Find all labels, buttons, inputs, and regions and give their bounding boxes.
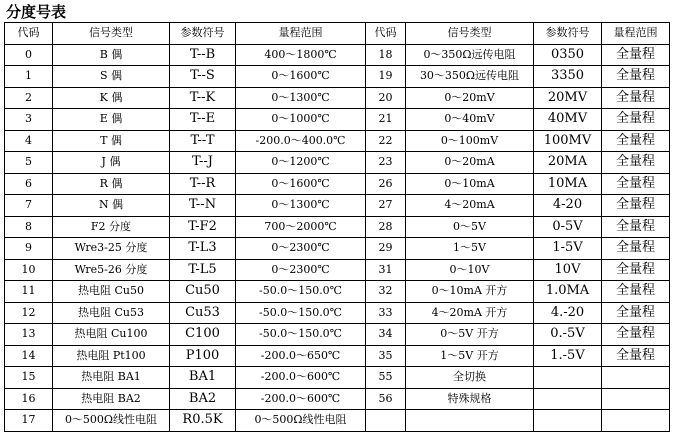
code-cell: 16 [5, 388, 53, 410]
page-title: 分度号表 [6, 3, 67, 21]
signal-type-cell: 热电阻 BA2 [53, 388, 170, 410]
param-symbol-cell: 20MV [534, 87, 602, 109]
signal-type-cell: 0～10mA 开方 [406, 281, 534, 303]
range-cell: 全量程 [602, 345, 670, 367]
param-symbol-cell: C100 [170, 324, 236, 346]
param-symbol-cell: 0350 [534, 44, 602, 66]
range-cell: 全量程 [602, 259, 670, 281]
range-cell: 全量程 [602, 195, 670, 217]
code-cell: 12 [5, 302, 53, 324]
range-cell: 全量程 [602, 152, 670, 174]
param-symbol-cell: T--T [170, 130, 236, 152]
param-symbol-cell: 3350 [534, 66, 602, 88]
table-row [5, 109, 670, 131]
param-symbol-cell: T--R [170, 173, 236, 195]
code-cell: 27 [366, 195, 406, 217]
signal-type-cell: 热电阻 Pt100 [53, 345, 170, 367]
param-symbol-cell: 4-20 [534, 195, 602, 217]
code-cell: 21 [366, 109, 406, 131]
range-cell: 0～2300℃ [236, 238, 366, 260]
signal-type-cell: 0～500Ω线性电阻 [53, 410, 170, 432]
signal-type-cell: T 偶 [53, 130, 170, 152]
table-row [5, 302, 670, 324]
signal-type-cell: B 偶 [53, 44, 170, 66]
param-symbol-cell: 1.-5V [534, 345, 602, 367]
signal-type-cell: 0～100mV [406, 130, 534, 152]
signal-type-cell: S 偶 [53, 66, 170, 88]
range-cell: -50.0～150.0℃ [236, 324, 366, 346]
range-cell [602, 388, 670, 410]
range-cell: 全量程 [602, 66, 670, 88]
range-cell [602, 367, 670, 389]
code-cell: 23 [366, 152, 406, 174]
range-cell: -200.0～400.0℃ [236, 130, 366, 152]
code-cell: 1 [5, 66, 53, 88]
code-cell: 20 [366, 87, 406, 109]
signal-type-cell: N 偶 [53, 195, 170, 217]
param-symbol-cell: 20MA [534, 152, 602, 174]
code-cell: 5 [5, 152, 53, 174]
header-param-symbol: 参数符号 [534, 23, 602, 45]
signal-type-cell: 0～10mA [406, 173, 534, 195]
range-cell: 全量程 [602, 87, 670, 109]
param-symbol-cell: T--B [170, 44, 236, 66]
range-cell: 全量程 [602, 281, 670, 303]
signal-type-cell: 0～10V [406, 259, 534, 281]
param-symbol-cell: T--S [170, 66, 236, 88]
code-cell: 11 [5, 281, 53, 303]
param-symbol-cell: BA1 [170, 367, 236, 389]
range-cell: 全量程 [602, 109, 670, 131]
param-symbol-cell: T--K [170, 87, 236, 109]
table-row [5, 345, 670, 367]
signal-type-cell: 1～5V 开方 [406, 345, 534, 367]
param-symbol-cell [534, 367, 602, 389]
code-cell: 55 [366, 367, 406, 389]
range-cell: -50.0～150.0℃ [236, 281, 366, 303]
header-signal-type: 信号类型 [53, 23, 170, 45]
param-symbol-cell: 4.-20 [534, 302, 602, 324]
table-row [5, 87, 670, 109]
table-row [5, 44, 670, 66]
signal-type-cell: K 偶 [53, 87, 170, 109]
code-cell: 10 [5, 259, 53, 281]
param-symbol-cell: T--N [170, 195, 236, 217]
code-cell: 3 [5, 109, 53, 131]
signal-type-cell: 0～20mV [406, 87, 534, 109]
table-row [5, 367, 670, 389]
code-cell: 56 [366, 388, 406, 410]
param-symbol-cell: P100 [170, 345, 236, 367]
range-cell: 0～1000℃ [236, 109, 366, 131]
graduation-table [4, 22, 670, 432]
code-cell: 35 [366, 345, 406, 367]
range-cell: 全量程 [602, 130, 670, 152]
code-cell: 4 [5, 130, 53, 152]
table-header-row [5, 23, 670, 45]
table-row [5, 195, 670, 217]
param-symbol-cell: Cu50 [170, 281, 236, 303]
code-cell [366, 410, 406, 432]
param-symbol-cell [534, 388, 602, 410]
range-cell: 全量程 [602, 173, 670, 195]
signal-type-cell: 全切换 [406, 367, 534, 389]
range-cell: 全量程 [602, 324, 670, 346]
table-row [5, 130, 670, 152]
param-symbol-cell: 1-5V [534, 238, 602, 260]
param-symbol-cell: T--J [170, 152, 236, 174]
code-cell: 19 [366, 66, 406, 88]
header-code: 代码 [5, 23, 53, 45]
range-cell: 0～1200℃ [236, 152, 366, 174]
signal-type-cell: J 偶 [53, 152, 170, 174]
param-symbol-cell: 1.0MA [534, 281, 602, 303]
code-cell: 0 [5, 44, 53, 66]
range-cell: 0～2300℃ [236, 259, 366, 281]
table-body [5, 44, 670, 431]
param-symbol-cell [534, 410, 602, 432]
code-cell: 28 [366, 216, 406, 238]
range-cell: 全量程 [602, 302, 670, 324]
signal-type-cell: 0～20mA [406, 152, 534, 174]
code-cell: 7 [5, 195, 53, 217]
code-cell: 34 [366, 324, 406, 346]
range-cell: 700～2000℃ [236, 216, 366, 238]
code-cell: 31 [366, 259, 406, 281]
param-symbol-cell: 100MV [534, 130, 602, 152]
table-row [5, 66, 670, 88]
param-symbol-cell: 0-5V [534, 216, 602, 238]
code-cell: 32 [366, 281, 406, 303]
param-symbol-cell: R0.5K [170, 410, 236, 432]
signal-type-cell: 热电阻 Cu50 [53, 281, 170, 303]
header-code: 代码 [366, 23, 406, 45]
code-cell: 13 [5, 324, 53, 346]
header-param-symbol: 参数符号 [170, 23, 236, 45]
signal-type-cell: 4～20mA 开方 [406, 302, 534, 324]
param-symbol-cell: 40MV [534, 109, 602, 131]
table-row [5, 410, 670, 432]
param-symbol-cell: T-F2 [170, 216, 236, 238]
range-cell: -200.0～600℃ [236, 388, 366, 410]
code-cell: 18 [366, 44, 406, 66]
code-cell: 8 [5, 216, 53, 238]
param-symbol-cell: 10V [534, 259, 602, 281]
code-cell: 6 [5, 173, 53, 195]
header-range: 量程范围 [602, 23, 670, 45]
range-cell: 0～1600℃ [236, 173, 366, 195]
range-cell: 0～1600℃ [236, 66, 366, 88]
param-symbol-cell: 10MA [534, 173, 602, 195]
signal-type-cell: 30～350Ω远传电阻 [406, 66, 534, 88]
range-cell: 全量程 [602, 238, 670, 260]
signal-type-cell: E 偶 [53, 109, 170, 131]
range-cell: 全量程 [602, 216, 670, 238]
table-row [5, 281, 670, 303]
range-cell: -200.0～600℃ [236, 367, 366, 389]
param-symbol-cell: T--E [170, 109, 236, 131]
param-symbol-cell: T-L5 [170, 259, 236, 281]
table-row [5, 216, 670, 238]
signal-type-cell: 热电阻 BA1 [53, 367, 170, 389]
code-cell: 14 [5, 345, 53, 367]
code-cell: 15 [5, 367, 53, 389]
code-cell: 29 [366, 238, 406, 260]
table-row [5, 259, 670, 281]
table-row [5, 324, 670, 346]
header-signal-type: 信号类型 [406, 23, 534, 45]
range-cell [602, 410, 670, 432]
code-cell: 26 [366, 173, 406, 195]
signal-type-cell: 热电阻 Cu100 [53, 324, 170, 346]
signal-type-cell: Wre5-26 分度 [53, 259, 170, 281]
signal-type-cell: 1～5V [406, 238, 534, 260]
param-symbol-cell: T-L3 [170, 238, 236, 260]
code-cell: 22 [366, 130, 406, 152]
signal-type-cell: F2 分度 [53, 216, 170, 238]
code-cell: 9 [5, 238, 53, 260]
signal-type-cell: 0～5V 开方 [406, 324, 534, 346]
signal-type-cell: Wre3-25 分度 [53, 238, 170, 260]
table-row [5, 152, 670, 174]
table-row [5, 388, 670, 410]
code-cell: 2 [5, 87, 53, 109]
signal-type-cell: 特殊规格 [406, 388, 534, 410]
code-cell: 17 [5, 410, 53, 432]
signal-type-cell: 0～40mV [406, 109, 534, 131]
param-symbol-cell: BA2 [170, 388, 236, 410]
signal-type-cell: R 偶 [53, 173, 170, 195]
signal-type-cell: 4～20mA [406, 195, 534, 217]
code-cell: 33 [366, 302, 406, 324]
range-cell: 全量程 [602, 44, 670, 66]
table-row [5, 173, 670, 195]
range-cell: 0～1300℃ [236, 87, 366, 109]
range-cell: 400～1800℃ [236, 44, 366, 66]
range-cell: 0～1300℃ [236, 195, 366, 217]
signal-type-cell [406, 410, 534, 432]
range-cell: -50.0～150.0℃ [236, 302, 366, 324]
table-row [5, 238, 670, 260]
signal-type-cell: 0～5V [406, 216, 534, 238]
signal-type-cell: 热电阻 Cu53 [53, 302, 170, 324]
param-symbol-cell: Cu53 [170, 302, 236, 324]
signal-type-cell: 0～350Ω远传电阻 [406, 44, 534, 66]
param-symbol-cell: 0.-5V [534, 324, 602, 346]
header-range: 量程范围 [236, 23, 366, 45]
range-cell: -200.0～650℃ [236, 345, 366, 367]
range-cell: 0～500Ω线性电阻 [236, 410, 366, 432]
